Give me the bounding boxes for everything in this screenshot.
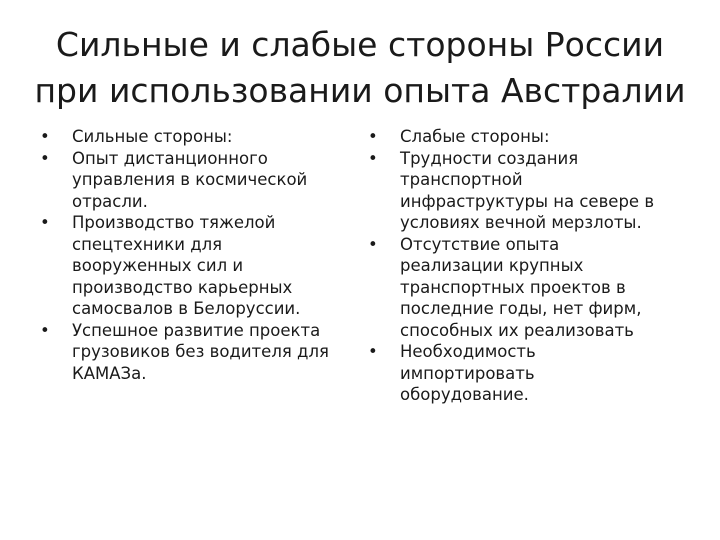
slide-title <box>20 22 700 114</box>
title-line-1: Сильные и слабые стороны России <box>55 25 665 64</box>
weaknesses-heading <box>368 126 678 148</box>
list-item-line: Опыт дистанционного <box>72 148 268 168</box>
bullet-icon: • <box>368 234 378 254</box>
list-item-line: производство карьерных <box>72 277 293 297</box>
list-item-line: способных их реализовать <box>400 320 634 340</box>
list-item-line: инфраструктуры на севере в <box>400 191 655 211</box>
list-item-line: реализации крупных <box>400 256 584 275</box>
list-item-line: Успешное развитие проекта <box>72 320 321 340</box>
list-item-line: спецтехники для <box>72 234 223 254</box>
bullet-icon: • <box>40 213 50 232</box>
title-line-2: при использовании опыта Австралии <box>34 71 686 110</box>
list-item-line: импортировать <box>400 363 535 383</box>
strengths-list <box>40 126 350 384</box>
list-item <box>368 148 678 234</box>
list-item-line: Необходимость <box>400 342 536 361</box>
list-item-line: вооруженных сил и <box>72 256 244 275</box>
list-item-line: самосвалов в Белоруссии. <box>72 299 301 318</box>
bullet-icon: • <box>368 342 378 361</box>
list-item-line: КАМАЗа. <box>72 363 147 383</box>
list-item <box>40 320 350 385</box>
list-item-line: Слабые стороны: <box>400 127 550 146</box>
list-item-line: Производство тяжелой <box>72 213 276 232</box>
list-item-line: Сильные стороны: <box>72 127 233 146</box>
bullet-icon: • <box>40 320 50 340</box>
list-item <box>368 234 678 342</box>
list-item-line: Трудности создания <box>400 148 579 168</box>
weaknesses-list <box>368 126 678 406</box>
list-item-line: грузовиков без водителя для <box>72 342 329 361</box>
bullet-icon: • <box>40 148 50 168</box>
bullet-icon: • <box>40 127 50 146</box>
list-item <box>40 148 350 213</box>
list-item-line: условиях вечной мерзлоты. <box>400 213 642 232</box>
list-item <box>368 341 678 406</box>
strengths-heading <box>40 126 350 148</box>
list-item-line: последние годы, нет фирм, <box>400 299 642 318</box>
list-item <box>40 212 350 320</box>
list-item-line: транспортных проектов в <box>400 277 626 297</box>
list-item-line: Отсутствие опыта <box>400 234 560 254</box>
list-item-line: отрасли. <box>72 191 148 211</box>
list-item-line: транспортной <box>400 170 523 189</box>
bullet-icon: • <box>368 127 378 146</box>
list-item-line: управления в космической <box>72 170 308 189</box>
bullet-icon: • <box>368 148 378 168</box>
list-item-line: оборудование. <box>400 385 529 404</box>
